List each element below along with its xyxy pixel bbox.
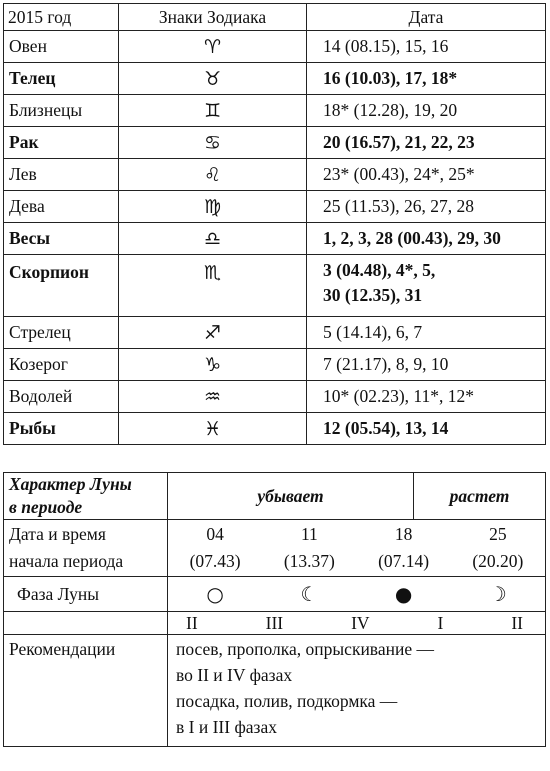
sign-dates-line: 30 (12.35), 31 xyxy=(323,285,423,305)
sign-name: Весы xyxy=(4,223,119,255)
moon-quarters-row xyxy=(4,612,546,635)
moon-character-row xyxy=(4,473,546,520)
recommendation-line: посадка, полив, подкормка — xyxy=(176,691,398,711)
quarter-label: I xyxy=(437,613,444,633)
sign-dates: 12 (05.54), 13, 14 xyxy=(307,413,546,445)
quarter-label: II xyxy=(186,613,198,633)
sign-dates-line: 3 (04.48), 4*, 5, xyxy=(323,260,436,280)
quarter-label: IV xyxy=(351,613,370,633)
sign-name: Овен xyxy=(4,31,119,63)
libra-icon: ♎︎ xyxy=(203,227,222,250)
moon-phase-row xyxy=(4,577,546,612)
sign-name: Рак xyxy=(4,127,119,159)
sign-name: Близнецы xyxy=(4,95,119,127)
zodiac-table xyxy=(3,3,546,445)
sign-dates xyxy=(307,255,546,317)
sign-dates: 1, 2, 3, 28 (00.43), 29, 30 xyxy=(307,223,546,255)
aries-icon: ♈︎ xyxy=(203,35,222,58)
sagittarius-icon: ♐︎ xyxy=(203,321,222,344)
moon-phase-label: Фаза Луны xyxy=(4,577,168,612)
sign-dates: 10* (02.23), 11*, 12* xyxy=(307,381,546,413)
gemini-icon: ♊︎ xyxy=(203,99,222,122)
moon-quarters xyxy=(168,612,546,635)
period-day: 18 xyxy=(394,524,413,544)
pisces-icon: ♓︎ xyxy=(203,417,222,440)
period-dates-label xyxy=(4,520,168,577)
leo-icon: ♌︎ xyxy=(203,163,222,186)
period-time: (20.20) xyxy=(472,551,524,571)
table-row xyxy=(4,63,546,95)
sign-name: Скорпион xyxy=(4,255,119,317)
table-row xyxy=(4,255,546,317)
table-row xyxy=(4,223,546,255)
table-row xyxy=(4,31,546,63)
header-signs: Знаки Зодиака xyxy=(119,4,307,31)
waning-label: убывает xyxy=(168,473,414,520)
moon-phase-table xyxy=(3,472,546,747)
full-moon-icon: ○ xyxy=(206,582,224,606)
table-row xyxy=(4,159,546,191)
new-moon-icon: ● xyxy=(394,582,413,606)
recommendations-row xyxy=(4,635,546,747)
quarter-label: II xyxy=(511,613,523,633)
period-dates-label-line: начала периода xyxy=(9,551,124,571)
cancer-icon: ♋︎ xyxy=(203,131,222,154)
period-dates-row xyxy=(4,520,546,577)
sign-dates: 5 (14.14), 6, 7 xyxy=(307,317,546,349)
period-dates-label-line: Дата и время xyxy=(9,524,106,544)
recommendations-label: Рекомендации xyxy=(4,635,168,747)
quarter-label: III xyxy=(265,613,284,633)
sign-name: Водолей xyxy=(4,381,119,413)
sign-dates: 16 (10.03), 17, 18* xyxy=(307,63,546,95)
sign-name: Лев xyxy=(4,159,119,191)
sign-name: Стрелец xyxy=(4,317,119,349)
table-row xyxy=(4,191,546,223)
capricorn-icon: ♑︎ xyxy=(203,353,222,376)
sign-dates: 25 (11.53), 26, 27, 28 xyxy=(307,191,546,223)
recommendation-line: посев, прополка, опрыскивание — xyxy=(176,639,434,659)
recommendation-line: во II и IV фазах xyxy=(176,665,293,685)
period-time: (13.37) xyxy=(283,551,335,571)
period-date xyxy=(357,521,451,575)
sign-dates: 14 (08.15), 15, 16 xyxy=(307,31,546,63)
sign-dates: 23* (00.43), 24*, 25* xyxy=(307,159,546,191)
moon-character-label-line: в периоде xyxy=(9,497,83,517)
period-date xyxy=(168,521,262,575)
aquarius-icon: ♒︎ xyxy=(203,385,222,408)
period-date xyxy=(262,521,356,575)
period-date xyxy=(451,521,545,575)
period-dates xyxy=(168,520,546,577)
period-day: 25 xyxy=(489,524,507,544)
waxing-crescent-icon: ☽ xyxy=(488,582,507,606)
taurus-icon: ♉︎ xyxy=(203,67,222,90)
table-row xyxy=(4,381,546,413)
table-row xyxy=(4,317,546,349)
waning-crescent-icon: ☾ xyxy=(300,582,319,606)
zodiac-header-row xyxy=(4,4,546,31)
sign-name: Дева xyxy=(4,191,119,223)
sign-dates: 20 (16.57), 21, 22, 23 xyxy=(307,127,546,159)
sign-name: Козерог xyxy=(4,349,119,381)
sign-dates: 18* (12.28), 19, 20 xyxy=(307,95,546,127)
recommendations-text xyxy=(168,635,546,747)
moon-character-label xyxy=(4,473,168,520)
period-day: 11 xyxy=(300,524,318,544)
moon-phases xyxy=(168,577,546,612)
virgo-icon: ♍︎ xyxy=(203,195,222,218)
recommendation-line: в I и III фазах xyxy=(176,717,277,737)
table-row xyxy=(4,413,546,445)
waxing-label: растет xyxy=(414,473,546,520)
period-day: 04 xyxy=(206,524,224,544)
moon-character-label-line: Характер Луны xyxy=(9,474,132,494)
table-row xyxy=(4,95,546,127)
sign-name: Телец xyxy=(4,63,119,95)
moon-quarters-empty xyxy=(4,612,168,635)
period-time: (07.43) xyxy=(189,551,241,571)
period-time: (07.14) xyxy=(378,551,430,571)
scorpio-icon: ♏︎ xyxy=(203,262,222,284)
table-row xyxy=(4,127,546,159)
sign-name: Рыбы xyxy=(4,413,119,445)
header-date: Дата xyxy=(307,4,546,31)
sign-dates: 7 (21.17), 8, 9, 10 xyxy=(307,349,546,381)
header-year: 2015 год xyxy=(4,4,119,31)
table-row xyxy=(4,349,546,381)
